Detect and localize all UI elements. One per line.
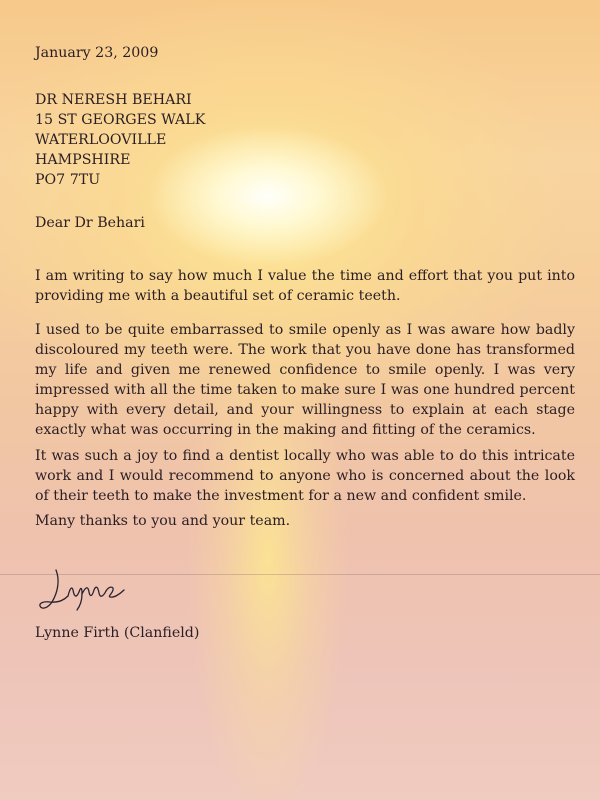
handwritten-signature [38,566,138,612]
recipient-address [35,90,205,190]
salutation: Dear Dr Behari [35,215,145,231]
body-paragraph: I used to be quite embarrassed to smile openly as I was aware how badly discoloured my teeth were. The work that you have done has transformed my life and given me renewed confidence to smile openly. I was very impressed with all the time taken to make sure I was one hundred percent happy with every detail, and your willingness to explain at each stage exactly what was occurring in the making and fitting of the ceramics. [35,322,575,438]
body-paragraph: I am writing to say how much I value the time and effort that you put into providing me with a beautiful set of ceramic teeth. [35,268,575,304]
recipient-county: HAMPSHIRE [35,152,131,168]
recipient-street: 15 ST GEORGES WALK [35,112,206,128]
letter-date: January 23, 2009 [35,45,159,61]
recipient-postcode: PO7 7TU [35,172,101,188]
signer-name: Lynne Firth (Clanfield) [35,625,200,641]
body-paragraph: It was such a joy to find a dentist locally who was able to do this intricate work and I would recommend to anyone who is concerned about the look of their teeth to make the investment for a new and confident smile. [35,448,575,504]
recipient-name: DR NERESH BEHARI [35,92,192,108]
recipient-town: WATERLOOVILLE [35,132,167,148]
closing-line: Many thanks to you and your team. [35,513,291,529]
